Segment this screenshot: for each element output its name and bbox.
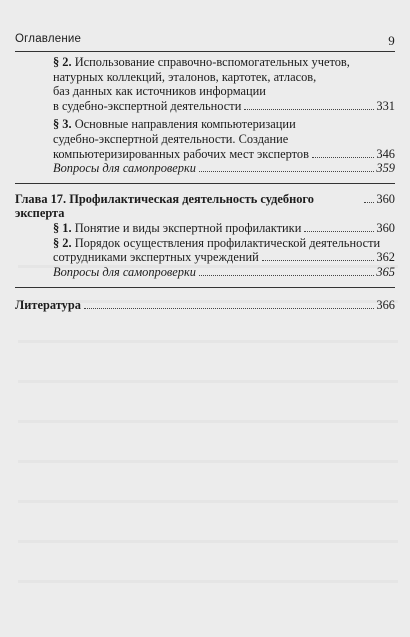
toc-page: 360	[376, 191, 395, 206]
toc-page: 359	[376, 161, 395, 176]
toc-chapter-17: Глава 17. Профилактическая деятельность судебного эксперта 360	[15, 191, 395, 221]
toc-page: 365	[376, 264, 395, 279]
toc-page: 331	[376, 98, 395, 113]
header-rule	[15, 51, 395, 52]
running-head-title: Оглавление	[15, 33, 82, 45]
toc-page: 346	[376, 146, 395, 161]
toc-entry-16-2: § 2. Использование справочно-вспомогательных учетов, натурных коллекций, эталонов, картотек, атласов, баз данных как источников информации в судебно-экспертной деятельности 331	[53, 55, 395, 113]
toc-entry-17-1: § 1. Понятие и виды экспертной профилактики 360	[53, 220, 395, 235]
toc-page: 366	[376, 298, 395, 313]
page-number: 9	[388, 33, 395, 48]
section-rule	[15, 287, 395, 288]
toc-entry-16-3: § 3. Основные направления компьютеризации судебно-экспертной деятельности. Создание компьютеризированных рабочих мест экспертов 346	[53, 117, 395, 161]
running-head	[15, 33, 395, 49]
table-of-contents	[15, 55, 395, 313]
section-rule	[15, 183, 395, 184]
toc-entry-questions-17: Вопросы для самопроверки 365	[53, 264, 395, 279]
toc-entry-17-2: § 2. Порядок осуществления профилактической деятельности сотрудниками экспертных учреждений 362	[53, 235, 395, 265]
toc-page: 362	[376, 250, 395, 265]
toc-literature: Литература 366	[15, 298, 395, 313]
toc-entry-questions-16: Вопросы для самопроверки 359	[53, 161, 395, 176]
toc-page: 360	[376, 220, 395, 235]
